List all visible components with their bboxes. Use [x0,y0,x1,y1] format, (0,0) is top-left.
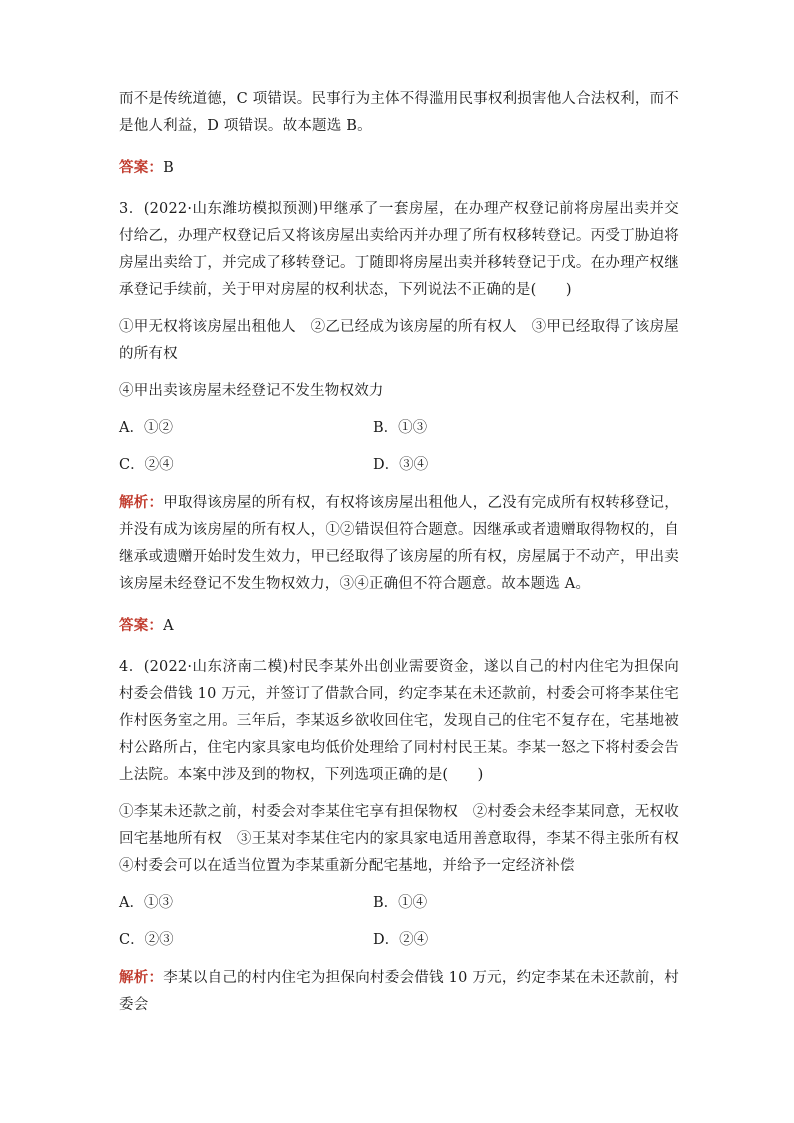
option-d: D．②④ [373,932,429,948]
answer-label: 答案： [119,159,164,176]
answer-label: 答案： [119,617,164,634]
option-b: B．①③ [373,420,428,436]
question-3-options-row-1 [119,415,679,442]
option-a: A．①③ [119,895,173,911]
question-4-analysis [119,964,679,1019]
answer-value: A [163,618,174,634]
option-c: C．②④ [119,457,174,473]
question-3-analysis [119,489,679,598]
answer-line [119,612,679,640]
explanation-continuation: 而不是传统道德，C 项错误。民事行为主体不得滥用民事权利损害他人合法权利，而不是他人利益，D 项错误。故本题选 B。 [119,91,680,134]
question-3-options-row-2 [119,452,679,479]
analysis-text: 甲取得该房屋的所有权，有权将该房屋出租他人，乙没有完成所有权转移登记，并没有成为该房屋的所有权人，①②错误但符合题意。因继承或者遗赠取得物权的，自继承或遗赠开始时发生效力，甲已经取得了该房屋的所有权，房屋属于不动产，甲出卖该房屋未经登记不发生物权效力，③④正确但不符合题意。故本题选 A。 [119,495,679,592]
question-4-options-row-2 [119,927,679,954]
option-a: A．①② [119,420,173,436]
question-4-stem: 4．(2022·山东济南二模)村民李某外出创业需要资金，遂以自己的村内住宅为担保向村委会借钱 10 万元，并签订了借款合同，约定李某在未还款前，村委会可将李某住宅作村医务室之用。三年后，李某返乡欲收回住宅，发现自己的住宅不复存在，宅基地被村公路所占，住宅内家具家电均低价处理给了同村村民王某。李某一怒之下将村委会告上法院。本案中涉及到的物权，下列选项正确的是( ) [119,659,679,783]
analysis-text: 李某以自己的村内住宅为担保向村委会借钱 10 万元，约定李某在未还款前，村委会 [119,970,679,1013]
question-4-options-row-1 [119,890,679,917]
question-4-items: ①李某未还款之前，村委会对李某住宅享有担保物权 ②村委会未经李某同意，无权收回宅基地所有权 ③王某对李某住宅内的家具家电适用善意取得，李某不得主张所有权 ④村委会可以在适当位置为李某重新分配宅基地，并给予一定经济补偿 [119,804,694,874]
option-b: B．①④ [373,895,428,911]
question-3-item-4: ④甲出卖该房屋未经登记不发生物权效力 [119,383,384,399]
analysis-label: 解析： [119,969,164,986]
question-3-stem: 3．(2022·山东潍坊模拟预测)甲继承了一套房屋，在办理产权登记前将房屋出卖并交付给乙，办理产权登记后又将该房屋出卖给丙并办理了所有权移转登记。丙受丁胁迫将房屋出卖给丁，并完成了移转登记。丁随即将房屋出卖并移转登记于戊。在办理产权继承登记手续前，关于甲对房屋的权利状态，下列说法不正确的是( ) [119,201,679,298]
answer-line [119,154,679,182]
option-d: D．③④ [373,457,429,473]
question-3-items: ①甲无权将该房屋出租他人 ②乙已经成为该房屋的所有权人 ③甲已经取得了该房屋的所有权 [119,319,679,362]
document-page [119,86,694,1019]
option-c: C．②③ [119,932,174,948]
answer-value: B [163,160,174,176]
analysis-label: 解析： [119,494,164,511]
